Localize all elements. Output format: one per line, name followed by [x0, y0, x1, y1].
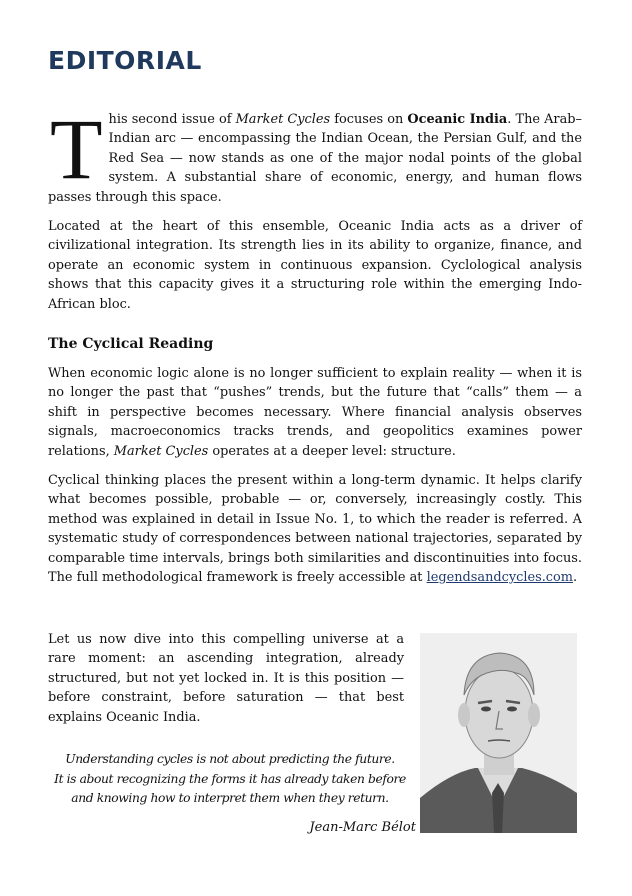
- text: his second issue of: [108, 112, 236, 127]
- page-title: EDITORIAL: [48, 46, 202, 75]
- text: Cyclical thinking places the present within a long-term dynamic. It helps clarify what becomes possible, probable — or, conversely, increasingly costly. This method was explained in detail in Issue No. 1, to which the reader is referred. A systematic study of correspondences between national trajectories, separated by comparable time intervals, brings both similarities and discontinuities into focus. The full methodological framework is freely accessible at: [48, 473, 582, 586]
- quote-line: and knowing how to interpret them when they return.: [71, 791, 389, 806]
- emphasis: Oceanic India: [407, 112, 508, 127]
- text: .: [573, 570, 578, 586]
- author-portrait: [420, 633, 577, 833]
- section-cyclical-reading: [48, 335, 582, 597]
- publication-name: Market Cycles: [113, 443, 209, 459]
- website-link[interactable]: legendsandcycles.com: [426, 570, 574, 586]
- section-heading: The Cyclical Reading: [48, 336, 214, 352]
- text: When economic logic alone is no longer sufficient to explain reality — when it is no longer the past that “pushes” trends, but the future that “calls” them — a shift in perspective becomes necessary. Where financial analysis observes signals, macroeconomics tracks trends, and geopolitics examines power relations,: [48, 366, 582, 459]
- section-paragraph-2: [48, 471, 582, 587]
- quote-line: Understanding cycles is not about predicting the future.: [65, 752, 395, 766]
- intro: [48, 101, 582, 324]
- text: . The Arab–Indian arc — encompassing the Indian Ocean, the Persian Gulf, and the Red Sea — now stands as one of the major nodal points of the global system. A substantial share of economic, energy, and human flows passes through this space.: [48, 112, 582, 205]
- intro-paragraph-1: [48, 101, 582, 207]
- quote-line: It is about recognizing the forms it has already taken before: [54, 771, 406, 786]
- publication-name: Market Cycles: [235, 112, 331, 127]
- text: operates at a deeper level: structure.: [208, 443, 456, 459]
- author-signature: Jean-Marc Bélot: [309, 820, 416, 835]
- closing-paragraph: Let us now dive into this compelling universe at a rare moment: an ascending integration, already structured, but not yet locked in. It is this position — before constraint, before saturation — that best explains Oceanic India.: [48, 632, 404, 725]
- intro-paragraph-2: Located at the heart of this ensemble, Oceanic India acts as a driver of civilizational integration. Its strength lies in its ability to organize, finance, and operate an economic system in continuous expansion. Cyclological analysis shows that this capacity gives it a structuring role within the emerging Indo-African bloc.: [48, 219, 582, 312]
- drop-cap: T: [50, 101, 103, 197]
- section-paragraph-1: [48, 364, 582, 461]
- text: focuses on: [330, 112, 408, 127]
- pull-quote: [40, 750, 420, 809]
